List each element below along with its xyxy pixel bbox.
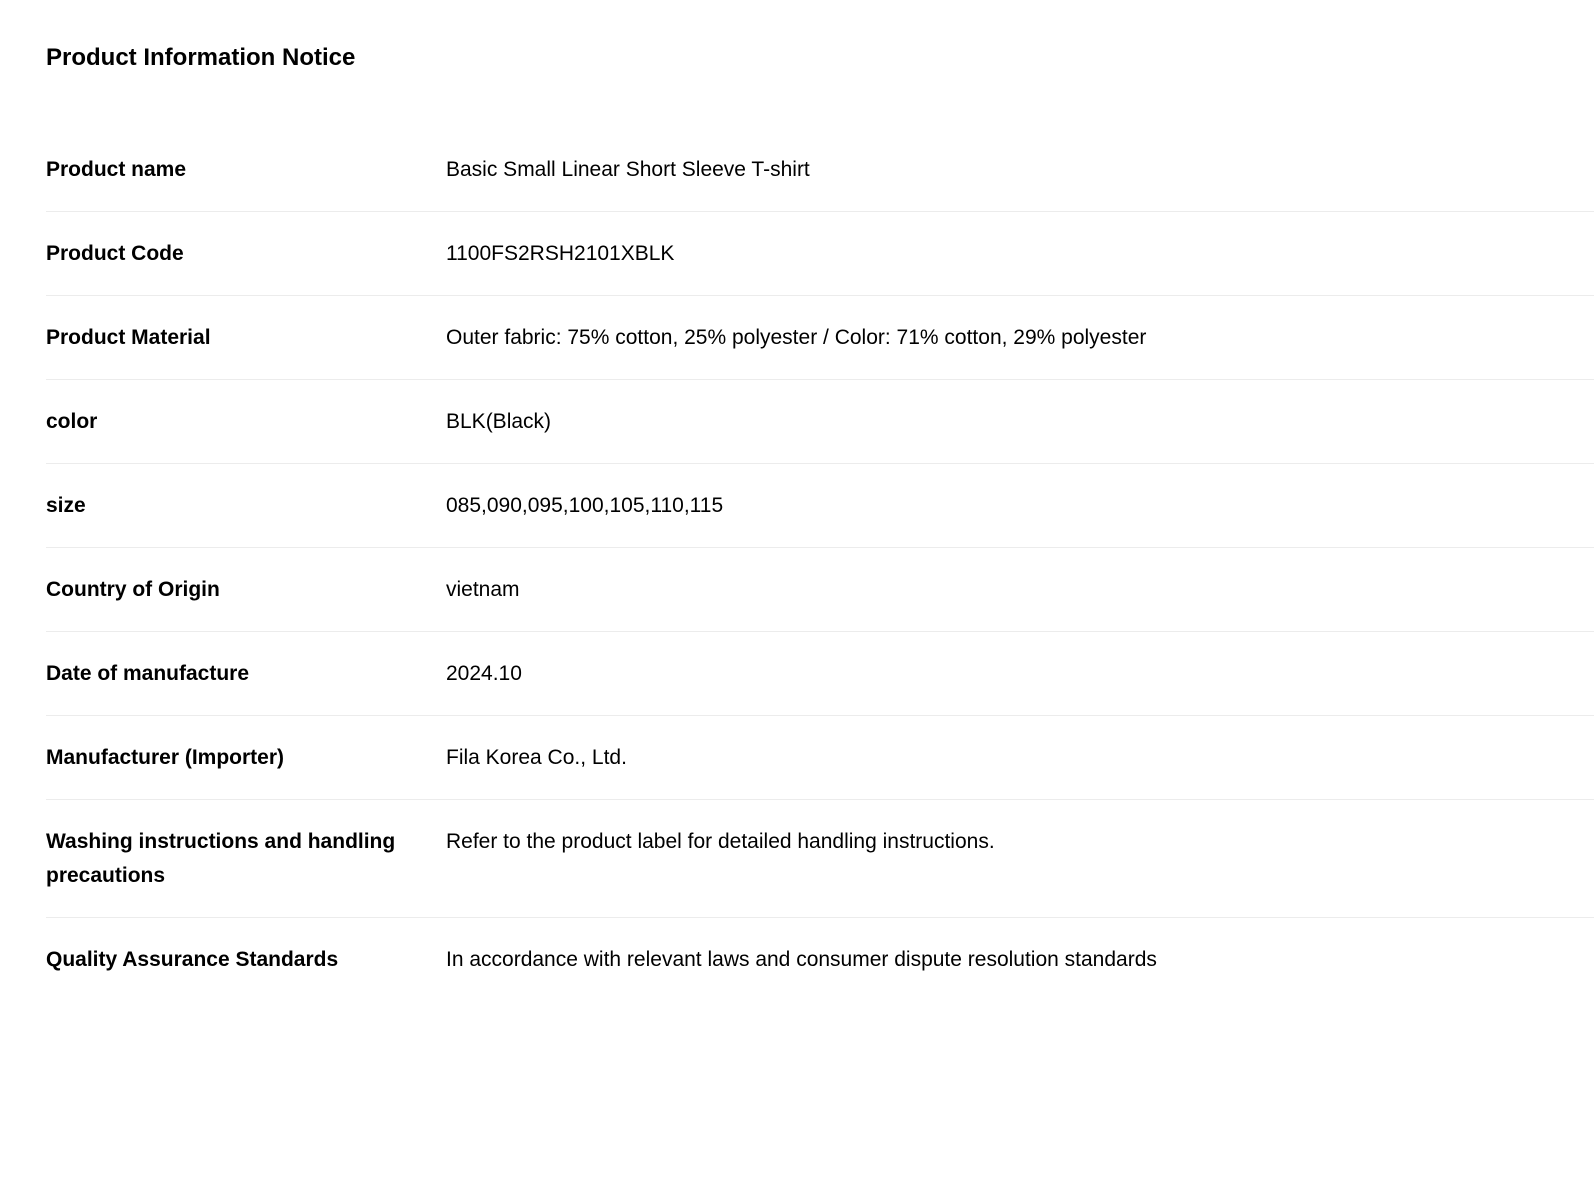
info-label: Manufacturer (Importer) [46,746,285,769]
info-value: vietnam [446,578,520,601]
info-value: 1100FS2RSH2101XBLK [446,242,675,265]
info-row-size [46,464,1594,548]
info-value: 085,090,095,100,105,110,115 [446,494,724,517]
info-label: Quality Assurance Standards [46,948,339,971]
info-row-country-of-origin [46,548,1594,632]
info-value: Basic Small Linear Short Sleeve T-shirt [446,158,810,181]
info-label: size [46,494,86,517]
product-info-table [46,128,1594,1001]
info-row-product-material [46,296,1594,380]
info-value: Refer to the product label for detailed handling instructions. [446,830,995,853]
info-value: Fila Korea Co., Ltd. [446,746,627,769]
info-value: Outer fabric: 75% cotton, 25% polyester / Color: 71% cotton, 29% polyester [446,326,1147,349]
info-row-manufacturer [46,716,1594,800]
info-label: Product Material [46,326,211,349]
info-label: Washing instructions and handling precautions [46,830,396,887]
info-row-color [46,380,1594,464]
info-label: Date of manufacture [46,662,250,685]
info-value: BLK(Black) [446,410,552,433]
info-label: color [46,410,98,433]
notice-title: Product Information Notice [46,44,356,71]
info-label: Country of Origin [46,578,220,601]
info-row-washing-instructions [46,800,1594,918]
product-information-notice [46,0,1594,1001]
info-row-product-code [46,212,1594,296]
info-label: Product Code [46,242,184,265]
info-row-product-name [46,128,1594,212]
info-row-date-of-manufacture [46,632,1594,716]
info-row-quality-assurance [46,918,1594,1002]
info-label: Product name [46,158,187,181]
info-value: 2024.10 [446,662,522,685]
info-value: In accordance with relevant laws and consumer dispute resolution standards [446,948,1157,971]
